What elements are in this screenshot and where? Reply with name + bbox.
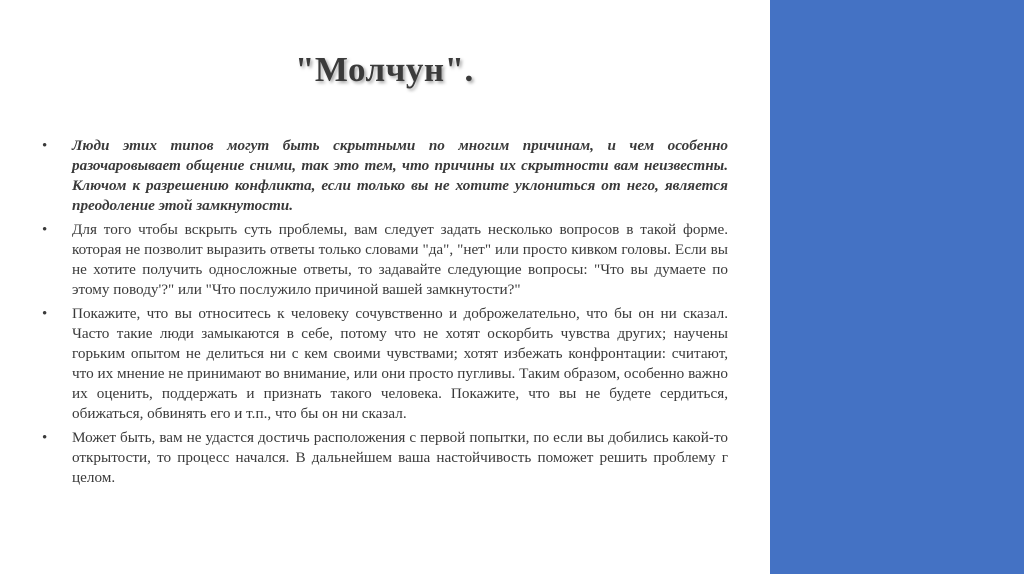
bullet-marker: • (42, 222, 48, 238)
bullet-marker: • (42, 306, 48, 322)
bullet-item (42, 304, 728, 424)
bullet-item (42, 220, 728, 300)
bullet-list (42, 136, 728, 492)
bullet-text: Для того чтобы вскрыть суть проблемы, вам следует задать несколько вопросов в такой форме. которая не позволит выразить ответы только словами "да", "нет" или просто кивком головы. Если вы не хотите получить односложные ответы, то задавайте следующие вопросы: "Что вы думаете по этому поводу'?" или "Что послужило причиной вашей замкнутости?" (72, 221, 728, 298)
bullet-item (42, 136, 728, 216)
bullet-item (42, 428, 728, 488)
slide-title: "Молчун". (295, 50, 474, 89)
bullet-marker: • (42, 138, 48, 154)
accent-sidebar (770, 0, 1024, 574)
bullet-text: Может быть, вам не удастся достичь расположения с первой попытки, по если вы добились какой-то открытости, то процесс начался. В дальнейшем ваша настойчивость поможет решить проблему г целом. (72, 429, 728, 486)
bullet-marker: • (42, 430, 48, 446)
bullet-text: Покажите, что вы относитесь к человеку сочувственно и доброжелательно, что бы он ни сказал. Часто такие люди замыкаются в себе, потому что не хотят оскорбить чувства других; научены горьким опытом не делиться ни с кем своими чувствами; хотят избежать конфронтации: считают, что их мнение не принимают во внимание, или они просто пугливы. Таким образом, особенно важно их оценить, поддержать и признать такого человека. Покажите, что вы не будете сердиться, обижаться, обвинять его и т.п., что бы он ни сказал. (72, 305, 728, 422)
bullet-text: Люди этих типов могут быть скрытными по многим причинам, и чем особенно разочаровывает общение сними, так это тем, что причины их скрытности вам неизвестны. Ключом к разрешению конфликта, если только вы не хотите уклониться от него, является преодоление этой замкнутости. (72, 137, 728, 214)
